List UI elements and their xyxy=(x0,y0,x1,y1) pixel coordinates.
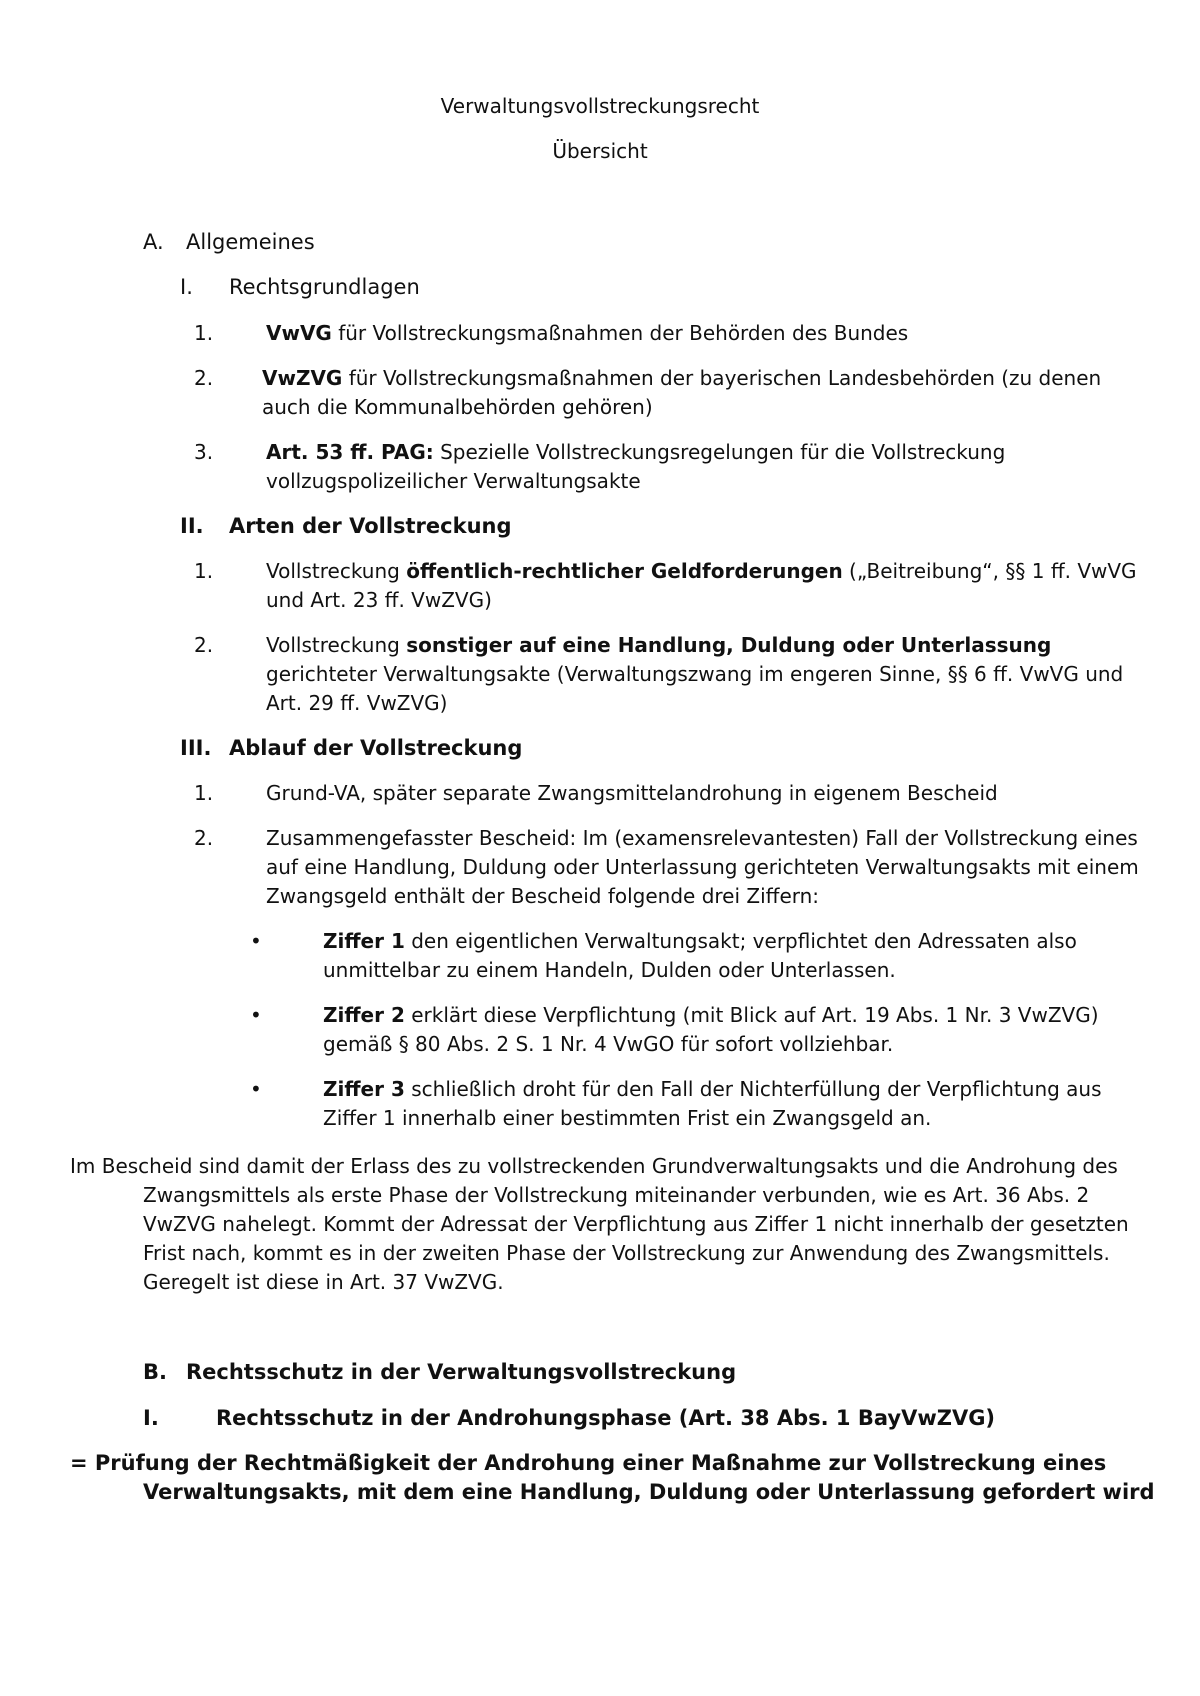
list-item-continuation: auf eine Handlung, Duldung oder Unterlassung gerichteten Verwaltungsakts mit einem xyxy=(266,855,1139,879)
bullet-continuation: Ziffer 1 innerhalb einer bestimmten Frist ein Zwangsgeld an. xyxy=(323,1106,932,1130)
document-subtitle: Übersicht xyxy=(552,139,648,163)
list-item-number: 2. xyxy=(194,826,214,850)
list-item-continuation: auch die Kommunalbehörden gehören) xyxy=(262,395,653,419)
list-item-text: Vollstreckung xyxy=(266,633,407,657)
bullet-bold: Ziffer 2 xyxy=(323,1003,405,1027)
list-item-bold: sonstiger auf eine Handlung, Duldung oder Unterlassung xyxy=(406,633,1052,657)
list-item xyxy=(266,631,1051,660)
section-b-heading: Rechtsschutz in der Verwaltungsvollstreckung xyxy=(186,1360,737,1384)
section-b1-number: I. xyxy=(143,1406,159,1430)
list-item-continuation: gerichteter Verwaltungsakte (Verwaltungszwang im engeren Sinne, §§ 6 ff. VwVG und xyxy=(266,662,1124,686)
list-item xyxy=(262,364,1101,393)
paragraph-line: Zwangsmittels als erste Phase der Vollstreckung miteinander verbunden, wie es Art. 36 Abs. 2 xyxy=(143,1183,1090,1207)
list-item-text: Spezielle Vollstreckungsregelungen für die Vollstreckung xyxy=(433,440,1006,464)
list-item-continuation: und Art. 23 ff. VwZVG) xyxy=(266,588,492,612)
list-item xyxy=(266,319,908,348)
section-a3-number: III. xyxy=(180,736,212,760)
paragraph-line: VwZVG nahelegt. Kommt der Adressat der Verpflichtung aus Ziffer 1 nicht innerhalb der gesetzten xyxy=(143,1212,1129,1236)
list-item-bold: VwZVG xyxy=(262,366,343,390)
list-item-text: Vollstreckung xyxy=(266,559,407,583)
list-item xyxy=(266,438,1005,467)
list-item-text: Grund-VA, später separate Zwangsmittelandrohung in eigenem Bescheid xyxy=(266,781,998,805)
bullet-icon: • xyxy=(250,929,262,953)
bullet-icon: • xyxy=(250,1077,262,1101)
bullet-item xyxy=(323,1001,1099,1030)
list-item-number: 1. xyxy=(194,321,214,345)
list-item-bold: öffentlich-rechtlicher Geldforderungen xyxy=(406,559,843,583)
section-a2-number: II. xyxy=(180,514,204,538)
section-a-heading: Allgemeines xyxy=(186,230,315,254)
list-item-number: 1. xyxy=(194,559,214,583)
section-b-letter: B. xyxy=(143,1360,167,1384)
bullet-bold: Ziffer 1 xyxy=(323,929,405,953)
bullet-continuation: unmittelbar zu einem Handeln, Dulden oder Unterlassen. xyxy=(323,958,896,982)
paragraph-line: Im Bescheid sind damit der Erlass des zu vollstreckenden Grundverwaltungsakts und die Androhung des xyxy=(70,1154,1118,1178)
section-a3-heading: Ablauf der Vollstreckung xyxy=(229,736,523,760)
list-item-continuation: Art. 29 ff. VwZVG) xyxy=(266,691,448,715)
bullet-text: schließlich droht für den Fall der Nichterfüllung der Verpflichtung aus xyxy=(404,1077,1102,1101)
list-item-continuation: Zwangsgeld enthält der Bescheid folgende drei Ziffern: xyxy=(266,884,820,908)
bullet-item xyxy=(323,1075,1102,1104)
section-a2-heading: Arten der Vollstreckung xyxy=(229,514,512,538)
list-item-text: für Vollstreckungsmaßnahmen der bayerischen Landesbehörden (zu denen xyxy=(342,366,1102,390)
paragraph-line: Frist nach, kommt es in der zweiten Phase der Vollstreckung zur Anwendung des Zwangsmittels. xyxy=(143,1241,1110,1265)
bullet-text: den eigentlichen Verwaltungsakt; verpflichtet den Adressaten also xyxy=(404,929,1077,953)
list-item-bold: VwVG xyxy=(266,321,332,345)
list-item-continuation: vollzugspolizeilicher Verwaltungsakte xyxy=(266,469,641,493)
list-item-bold: Art. 53 ff. PAG: xyxy=(266,440,434,464)
list-item-number: 1. xyxy=(194,781,214,805)
list-item xyxy=(266,557,1137,586)
bullet-icon: • xyxy=(250,1003,262,1027)
section-a1-number: I. xyxy=(180,275,193,299)
list-item-text: Zusammengefasster Bescheid: Im (examensrelevantesten) Fall der Vollstreckung eines xyxy=(266,826,1138,850)
paragraph-line: Geregelt ist diese in Art. 37 VwZVG. xyxy=(143,1270,504,1294)
conclusion-line: Verwaltungsakts, mit dem eine Handlung, Duldung oder Unterlassung gefordert wird xyxy=(143,1480,1155,1504)
list-item-text: für Vollstreckungsmaßnahmen der Behörden des Bundes xyxy=(331,321,909,345)
bullet-bold: Ziffer 3 xyxy=(323,1077,405,1101)
document-title: Verwaltungsvollstreckungsrecht xyxy=(440,94,760,118)
list-item-number: 2. xyxy=(194,633,214,657)
bullet-text: erklärt diese Verpflichtung (mit Blick auf Art. 19 Abs. 1 Nr. 3 VwZVG) xyxy=(404,1003,1099,1027)
bullet-item xyxy=(323,927,1077,956)
section-b1-heading: Rechtsschutz in der Androhungsphase (Art. 38 Abs. 1 BayVwZVG) xyxy=(216,1406,996,1430)
section-a-letter: A. xyxy=(143,230,164,254)
bullet-continuation: gemäß § 80 Abs. 2 S. 1 Nr. 4 VwGO für sofort vollziehbar. xyxy=(323,1032,894,1056)
list-item-text: („Beitreibung“, §§ 1 ff. VwVG xyxy=(842,559,1137,583)
list-item-number: 3. xyxy=(194,440,214,464)
conclusion-line: = Prüfung der Rechtmäßigkeit der Androhung einer Maßnahme zur Vollstreckung eines xyxy=(70,1451,1107,1475)
section-a1-heading: Rechtsgrundlagen xyxy=(229,275,420,299)
list-item-number: 2. xyxy=(194,366,214,390)
